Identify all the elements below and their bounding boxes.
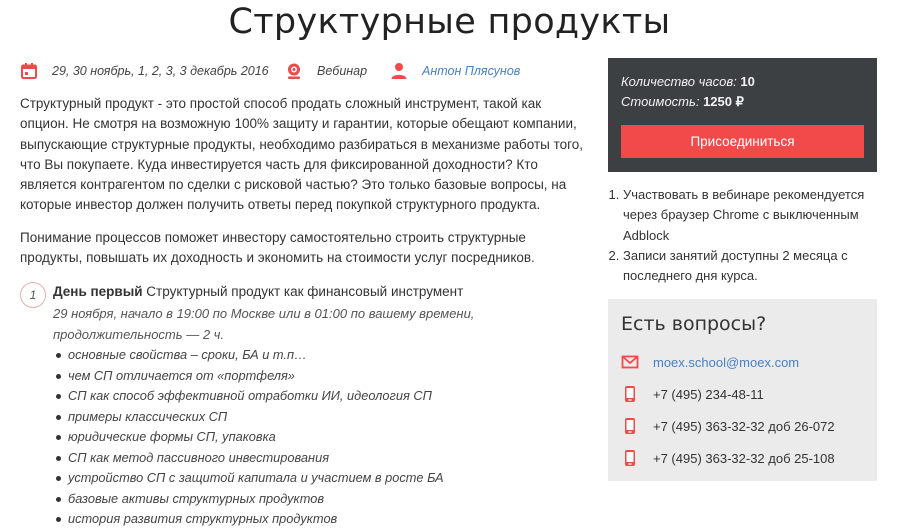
contact-phone[interactable] [621,415,835,437]
person-icon [390,62,408,80]
contact-phone[interactable] [621,447,835,469]
description-paragraph: Структурный продукт - это простой способ продать сложный инструмент, такой как опцион. Не смотря на возможную 100% защиту и гарантии, которые обещают компании, выпускающие структурные продукты, необходимо разбираться в механизме работы того, что Вы покупаете. Куда инвестируется часть для фиксированной доходности? Кто является контрагентом по сделки с рисковой частью? Это только базовые вопросы, на которые инвестор должен получить ответы перед покупкой структурного продукта. [20,96,584,213]
hours-value: 10 [740,74,755,89]
day-label: День первый [53,284,143,299]
join-button[interactable]: Присоединиться [621,125,864,158]
price-value: 1250 ₽ [703,94,744,109]
meta-dates-text: 29, 30 ноябрь, 1, 2, 3, 3 декабрь 2016 [52,64,269,78]
contact-phone[interactable] [621,383,764,405]
day-topic-title: Структурный продукт как финансовый инструмент [146,284,464,299]
webcam-icon [285,62,303,80]
list-item: 2. Записи занятий доступны 2 месяца с последнего дня курса. [623,246,898,287]
list-item: 1. Участвовать в вебинаре рекомендуется через браузер Chrome с выключенным Adblock [623,185,898,246]
phone-number[interactable]: +7 (495) 363-32-32 доб 25-108 [653,450,835,466]
phone-icon [621,385,639,403]
phone-number[interactable]: +7 (495) 234-48-11 [653,386,764,402]
phone-icon [621,417,639,435]
list-item: базовые активы структурных продуктов [56,489,444,510]
list-item: основные свойства – сроки, БА и т.п… [56,345,444,366]
list-item: чем СП отличается от «портфеля» [56,366,444,387]
description-paragraph: Понимание процессов поможет инвестору самостоятельно строить структурные продукты, повышать их доходность и экономить на стоимости услуг посредников. [20,230,535,266]
phone-number[interactable]: +7 (495) 363-32-32 доб 26-072 [653,418,835,434]
page-title: Структурные продукты [228,2,671,42]
day-schedule: 29 ноября, начало в 19:00 по Москве или в 01:00 по вашему времени, продолжительность — 2 ч. [53,306,475,342]
list-item: примеры классических СП [56,407,444,428]
list-item: СП как метод пассивного инвестирования [56,448,444,469]
meta-dates [20,60,269,82]
author-link[interactable]: Антон Плясунов [422,64,521,78]
price-label: Стоимость: [621,94,700,109]
contact-email[interactable] [621,351,799,373]
day-title [53,284,463,299]
list-item: юридические формы СП, упаковка [56,427,444,448]
meta-author[interactable] [390,60,520,82]
contacts-heading: Есть вопросы? [621,313,767,335]
course-card [608,58,877,172]
list-item: устройство СП с защитой капитала и участием в росте БА [56,468,444,489]
phone-icon [621,449,639,467]
calendar-icon [20,62,38,80]
hours-label: Количество часов: [621,74,737,89]
contacts-panel [608,299,877,481]
hours-row [621,74,755,89]
list-item: история развития структурных продуктов [56,509,444,530]
meta-format-text: Вебинар [317,64,368,78]
email-link[interactable]: moex.school@moex.com [653,354,800,370]
meta-format [285,60,367,82]
price-row [621,94,744,110]
topic-list [56,345,444,530]
list-item: СП как способ эффективной отработки ИИ, идеология СП [56,386,444,407]
notes-list [608,185,898,286]
mail-icon [621,353,639,371]
day-number-badge: 1 [20,282,46,308]
